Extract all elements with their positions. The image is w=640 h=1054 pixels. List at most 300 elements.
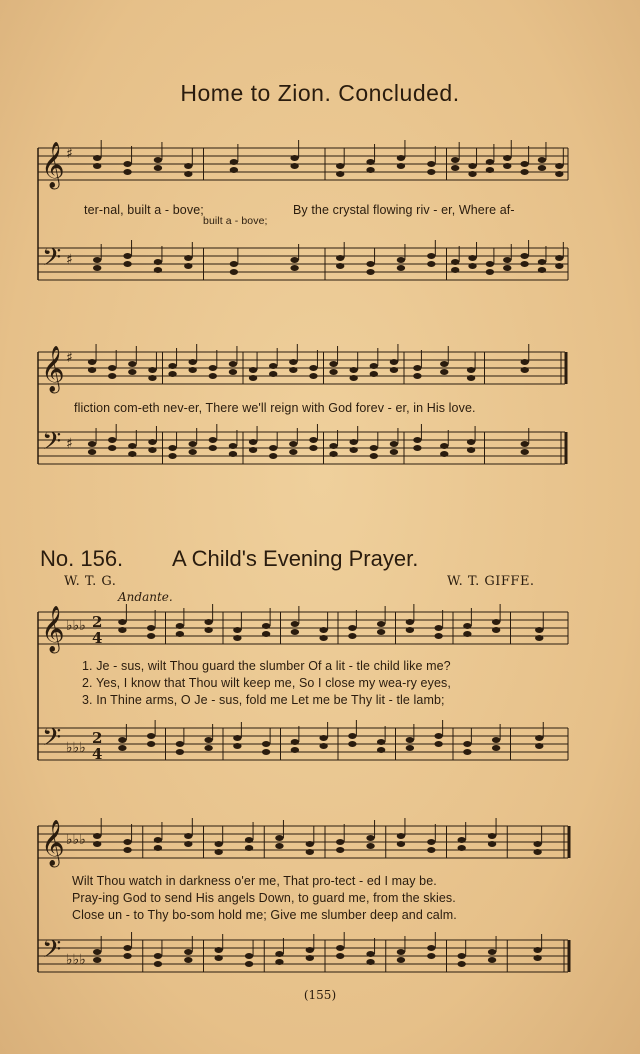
notehead: [147, 625, 155, 631]
notehead: [463, 631, 471, 637]
notehead: [555, 263, 563, 269]
sharp-sign-icon: ♯: [66, 350, 73, 366]
time-signature: 2: [92, 613, 103, 631]
notehead: [503, 265, 511, 271]
notehead: [413, 437, 421, 443]
notehead: [176, 741, 184, 747]
notehead: [188, 449, 196, 455]
notehead: [457, 837, 465, 843]
notehead: [336, 263, 344, 269]
notehead: [427, 847, 435, 853]
notehead: [492, 627, 500, 633]
notehead: [214, 955, 222, 961]
notehead: [233, 635, 241, 641]
lyric-line: ter-nal, built a - bove;: [84, 203, 204, 217]
notehead: [154, 157, 162, 163]
notehead: [555, 163, 563, 169]
notehead: [397, 265, 405, 271]
notehead: [184, 833, 192, 839]
notehead: [290, 163, 298, 169]
notehead: [440, 451, 448, 457]
page-number: (155): [303, 988, 337, 1002]
notehead: [154, 165, 162, 171]
notehead: [397, 841, 405, 847]
notehead: [492, 619, 500, 625]
notehead: [468, 255, 476, 261]
notehead: [108, 373, 116, 379]
notehead: [535, 635, 543, 641]
notehead: [370, 445, 378, 451]
notehead: [521, 441, 529, 447]
notehead: [245, 961, 253, 967]
notehead: [329, 451, 337, 457]
notehead: [486, 269, 494, 275]
notehead: [457, 961, 465, 967]
notehead: [128, 443, 136, 449]
notehead: [521, 359, 529, 365]
notehead: [427, 161, 435, 167]
notehead: [427, 169, 435, 175]
notehead: [128, 369, 136, 375]
notehead: [128, 451, 136, 457]
lyric-line: fliction com-eth nev-er, There we'll reign with God forev - er, in His love.: [74, 401, 476, 415]
notehead: [88, 449, 96, 455]
notehead: [289, 359, 297, 365]
notehead: [93, 155, 101, 161]
notehead: [188, 441, 196, 447]
notehead: [377, 747, 385, 753]
notehead: [230, 269, 238, 275]
notehead: [154, 267, 162, 273]
time-signature: 4: [92, 629, 103, 647]
notehead: [406, 737, 414, 743]
notehead: [184, 163, 192, 169]
notehead: [413, 373, 421, 379]
notehead: [118, 619, 126, 625]
sharp-sign-icon: ♯: [66, 436, 73, 452]
notehead: [457, 845, 465, 851]
notehead: [555, 255, 563, 261]
notehead: [538, 165, 546, 171]
notehead: [147, 733, 155, 739]
notehead: [123, 253, 131, 259]
notehead: [290, 155, 298, 161]
notehead: [486, 167, 494, 173]
notehead: [319, 627, 327, 633]
notehead: [434, 625, 442, 631]
notehead: [154, 259, 162, 265]
notehead: [348, 741, 356, 747]
lyric-alt-line: built a - bove;: [203, 215, 268, 227]
notehead: [329, 369, 337, 375]
notehead: [168, 371, 176, 377]
notehead: [427, 839, 435, 845]
notehead: [290, 265, 298, 271]
notehead: [336, 953, 344, 959]
lyric-line: By the crystal flowing riv - er, Where af-: [293, 203, 515, 217]
notehead: [249, 367, 257, 373]
notehead: [468, 163, 476, 169]
notehead: [488, 957, 496, 963]
notehead: [390, 449, 398, 455]
notehead: [336, 847, 344, 853]
notehead: [262, 741, 270, 747]
verse-line: Pray-ing God to send His angels Down, to guard me, from the skies.: [72, 891, 456, 905]
notehead: [123, 945, 131, 951]
notehead: [118, 627, 126, 633]
notehead: [306, 947, 314, 953]
notehead: [533, 841, 541, 847]
notehead: [349, 439, 357, 445]
notehead: [451, 157, 459, 163]
notehead: [204, 619, 212, 625]
notehead: [118, 737, 126, 743]
notehead: [148, 367, 156, 373]
notehead: [275, 951, 283, 957]
notehead: [306, 841, 314, 847]
notehead: [488, 949, 496, 955]
notehead: [406, 745, 414, 751]
notehead: [275, 843, 283, 849]
notehead: [370, 363, 378, 369]
notehead: [467, 447, 475, 453]
notehead: [176, 623, 184, 629]
notehead: [209, 373, 217, 379]
notehead: [397, 833, 405, 839]
notehead: [521, 367, 529, 373]
notehead: [93, 833, 101, 839]
notehead: [309, 445, 317, 451]
notehead: [521, 449, 529, 455]
notehead: [538, 267, 546, 273]
notehead: [366, 261, 374, 267]
treble-clef-icon: 𝄞: [41, 142, 65, 188]
notehead: [229, 369, 237, 375]
notehead: [306, 955, 314, 961]
notehead: [413, 445, 421, 451]
notehead: [397, 257, 405, 263]
treble-clef-icon: 𝄞: [41, 606, 65, 652]
notehead: [451, 165, 459, 171]
notehead: [184, 263, 192, 269]
notehead: [118, 745, 126, 751]
notehead: [390, 367, 398, 373]
notehead: [413, 365, 421, 371]
notehead: [229, 361, 237, 367]
notehead: [488, 841, 496, 847]
notehead: [492, 745, 500, 751]
notehead: [93, 949, 101, 955]
notehead: [148, 375, 156, 381]
page-title: Home to Zion. Concluded.: [180, 80, 460, 106]
notehead: [229, 451, 237, 457]
notehead: [535, 743, 543, 749]
notehead: [366, 159, 374, 165]
notehead: [349, 447, 357, 453]
notehead: [309, 373, 317, 379]
notehead: [168, 445, 176, 451]
notehead: [366, 835, 374, 841]
notehead: [93, 957, 101, 963]
notehead: [390, 359, 398, 365]
notehead: [291, 747, 299, 753]
notehead: [123, 161, 131, 167]
notehead: [209, 365, 217, 371]
notehead: [467, 375, 475, 381]
notehead: [463, 741, 471, 747]
notehead: [366, 843, 374, 849]
verse-line: Wilt Thou watch in darkness o'er me, That pro-tect - ed I may be.: [72, 874, 437, 888]
hymn-number: No. 156.: [40, 546, 124, 571]
notehead: [290, 257, 298, 263]
notehead: [209, 437, 217, 443]
notehead: [291, 739, 299, 745]
notehead: [427, 945, 435, 951]
notehead: [108, 437, 116, 443]
notehead: [336, 163, 344, 169]
notehead: [93, 265, 101, 271]
words-credit: W. T. G.: [64, 574, 117, 589]
notehead: [406, 619, 414, 625]
notehead: [377, 739, 385, 745]
notehead: [289, 441, 297, 447]
notehead: [397, 163, 405, 169]
notehead: [434, 633, 442, 639]
notehead: [451, 267, 459, 273]
notehead: [434, 733, 442, 739]
notehead: [533, 955, 541, 961]
notehead: [503, 257, 511, 263]
notehead: [269, 363, 277, 369]
notehead: [348, 633, 356, 639]
treble-clef-icon: 𝄞: [41, 820, 65, 866]
notehead: [289, 367, 297, 373]
notehead: [123, 847, 131, 853]
notehead: [108, 365, 116, 371]
notehead: [349, 367, 357, 373]
notehead: [93, 163, 101, 169]
notehead: [397, 957, 405, 963]
notehead: [319, 743, 327, 749]
notehead: [245, 953, 253, 959]
notehead: [108, 445, 116, 451]
flat-sign-icon: ♭♭♭: [66, 832, 86, 848]
flat-sign-icon: ♭♭♭: [66, 952, 86, 968]
notehead: [533, 849, 541, 855]
notehead: [249, 447, 257, 453]
notehead: [233, 627, 241, 633]
notehead: [123, 953, 131, 959]
notehead: [348, 733, 356, 739]
notehead: [262, 631, 270, 637]
notehead: [520, 161, 528, 167]
notehead: [154, 953, 162, 959]
notehead: [533, 947, 541, 953]
time-signature: 2: [92, 729, 103, 747]
notehead: [329, 443, 337, 449]
notehead: [406, 627, 414, 633]
notehead: [309, 437, 317, 443]
notehead: [467, 439, 475, 445]
notehead: [377, 629, 385, 635]
notehead: [148, 447, 156, 453]
notehead: [366, 959, 374, 965]
notehead: [147, 633, 155, 639]
notehead: [538, 259, 546, 265]
notehead: [176, 749, 184, 755]
notehead: [123, 169, 131, 175]
notehead: [289, 449, 297, 455]
notehead: [291, 621, 299, 627]
notehead: [93, 841, 101, 847]
notehead: [154, 837, 162, 843]
notehead: [492, 737, 500, 743]
notehead: [535, 735, 543, 741]
notehead: [204, 737, 212, 743]
notehead: [366, 269, 374, 275]
notehead: [88, 367, 96, 373]
notehead: [154, 961, 162, 967]
notehead: [88, 441, 96, 447]
notehead: [214, 947, 222, 953]
notehead: [555, 171, 563, 177]
notehead: [128, 361, 136, 367]
music-credit: W. T. GIFFE.: [447, 574, 535, 589]
notehead: [451, 259, 459, 265]
verse-line: Close un - to Thy bo-som hold me; Give me slumber deep and calm.: [72, 908, 457, 922]
treble-clef-icon: 𝄞: [41, 346, 65, 392]
notehead: [503, 155, 511, 161]
notehead: [269, 453, 277, 459]
notehead: [538, 157, 546, 163]
notehead: [463, 623, 471, 629]
notehead: [336, 945, 344, 951]
notehead: [427, 261, 435, 267]
notehead: [397, 949, 405, 955]
notehead: [467, 367, 475, 373]
notehead: [440, 369, 448, 375]
verse-line: 1. Je - sus, wilt Thou guard the slumber Of a lit - tle child like me?: [82, 659, 451, 673]
notehead: [397, 155, 405, 161]
notehead: [262, 623, 270, 629]
notehead: [147, 741, 155, 747]
bass-clef-icon: 𝄢: [42, 427, 62, 462]
sharp-sign-icon: ♯: [66, 146, 73, 162]
notehead: [188, 359, 196, 365]
notehead: [168, 363, 176, 369]
notehead: [434, 741, 442, 747]
flat-sign-icon: ♭♭♭: [66, 618, 86, 634]
notehead: [209, 445, 217, 451]
notehead: [249, 439, 257, 445]
bass-clef-icon: 𝄢: [42, 935, 62, 970]
notehead: [188, 367, 196, 373]
notehead: [520, 169, 528, 175]
notehead: [503, 163, 511, 169]
notehead: [269, 371, 277, 377]
notehead: [262, 749, 270, 755]
notehead: [336, 839, 344, 845]
notehead: [488, 833, 496, 839]
notehead: [230, 261, 238, 267]
notehead: [486, 159, 494, 165]
notehead: [123, 839, 131, 845]
notehead: [463, 749, 471, 755]
notehead: [184, 841, 192, 847]
notehead: [204, 627, 212, 633]
notehead: [291, 629, 299, 635]
notehead: [214, 841, 222, 847]
notehead: [440, 443, 448, 449]
bass-clef-icon: 𝄢: [42, 243, 62, 278]
notehead: [88, 359, 96, 365]
notehead: [269, 445, 277, 451]
notehead: [176, 631, 184, 637]
notehead: [535, 627, 543, 633]
notehead: [184, 255, 192, 261]
notehead: [275, 959, 283, 965]
notehead: [349, 375, 357, 381]
notehead: [348, 625, 356, 631]
notehead: [148, 439, 156, 445]
notehead: [230, 159, 238, 165]
notehead: [93, 257, 101, 263]
notehead: [184, 949, 192, 955]
notehead: [249, 375, 257, 381]
notehead: [204, 745, 212, 751]
notehead: [427, 253, 435, 259]
hymn-title: A Child's Evening Prayer.: [172, 546, 419, 571]
notehead: [168, 453, 176, 459]
notehead: [229, 443, 237, 449]
notehead: [230, 167, 238, 173]
notehead: [457, 953, 465, 959]
notehead: [336, 171, 344, 177]
tempo-marking: Andante.: [118, 590, 173, 604]
notehead: [154, 845, 162, 851]
notehead: [520, 261, 528, 267]
verse-line: 2. Yes, I know that Thou wilt keep me, So I close my wea-ry eyes,: [82, 676, 451, 690]
notehead: [123, 261, 131, 267]
notehead: [309, 365, 317, 371]
notehead: [184, 171, 192, 177]
notehead: [370, 371, 378, 377]
notehead: [329, 361, 337, 367]
notehead: [319, 735, 327, 741]
notehead: [366, 951, 374, 957]
notehead: [468, 171, 476, 177]
notehead: [245, 845, 253, 851]
notehead: [184, 957, 192, 963]
notehead: [233, 735, 241, 741]
notehead: [306, 849, 314, 855]
flat-sign-icon: ♭♭♭: [66, 740, 86, 756]
notehead: [336, 255, 344, 261]
time-signature: 4: [92, 745, 103, 763]
bass-clef-icon: 𝄢: [42, 723, 62, 758]
notehead: [390, 441, 398, 447]
notehead: [366, 167, 374, 173]
notehead: [486, 261, 494, 267]
notehead: [245, 837, 253, 843]
notehead: [440, 361, 448, 367]
notehead: [468, 263, 476, 269]
notehead: [275, 835, 283, 841]
notehead: [377, 621, 385, 627]
notehead: [370, 453, 378, 459]
notehead: [427, 953, 435, 959]
notehead: [214, 849, 222, 855]
